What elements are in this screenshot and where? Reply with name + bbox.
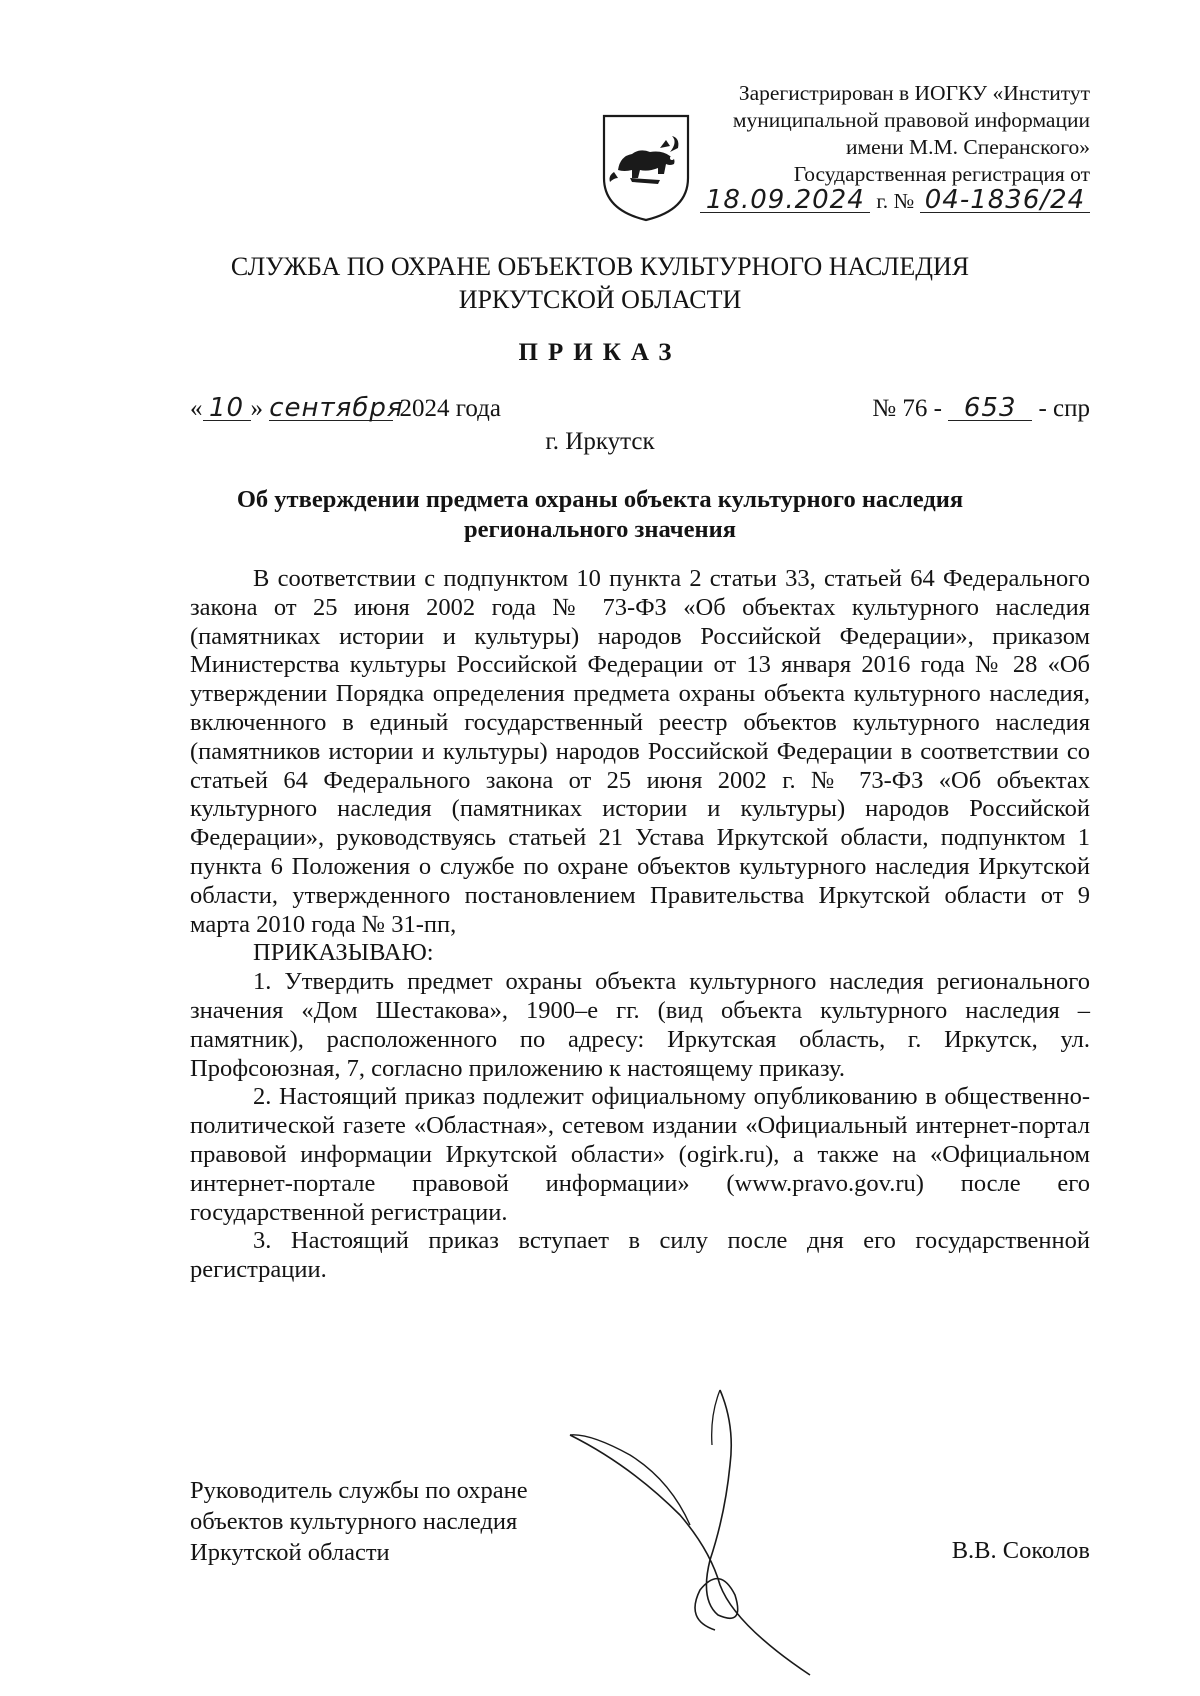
command-line: ПРИКАЗЫВАЮ: [253, 939, 434, 967]
registration-date: 18.09.2024 [700, 188, 870, 213]
date-quote-open: « [190, 395, 203, 422]
order-number-label: № 76 - [872, 395, 942, 422]
agency-line-1: СЛУЖБА ПО ОХРАНЕ ОБЪЕКТОВ КУЛЬТУРНОГО НАСЛЕДИЯ [230, 252, 970, 281]
agency-line-2: ИРКУТСКОЙ ОБЛАСТИ [458, 285, 742, 314]
registration-line-1: Зарегистрирован в ИОГКУ «Институт [738, 81, 1090, 105]
registration-number: 04-1836/24 [920, 188, 1090, 213]
title-line-1: Об утверждении предмета охраны объекта культурного наследия [236, 486, 964, 513]
date-quote-close: » [250, 395, 263, 422]
position-line-1: Руководитель службы по охране [190, 1477, 528, 1504]
handwritten-signature [560, 1385, 880, 1685]
registration-number-prefix: г. № [876, 189, 914, 213]
registration-date-row [670, 185, 1090, 215]
registration-stamp [670, 80, 1090, 215]
item-2-paragraph: 2. Настоящий приказ подлежит официальному опубликованию в общественно-политической газете «Областная», сетевом издании «Официальный интернет-портал правовой информации Иркутской области» (ogirk.ru), а также на «Официальном интернет-портале правовой информации» (www.pravo.gov.ru) после его государственной регистрации. [190, 1083, 1090, 1226]
order-number [872, 395, 1090, 423]
signatory-position [190, 1475, 528, 1568]
order-year: 2024 года [399, 395, 501, 422]
registration-line-4: Государственная регистрация от [793, 162, 1090, 186]
agency-name [0, 250, 1200, 316]
position-line-3: Иркутской области [190, 1539, 390, 1566]
order-date [190, 395, 501, 423]
item-3-paragraph: 3. Настоящий приказ вступает в силу после дня его государственной регистрации. [190, 1227, 1090, 1284]
order-title [0, 485, 1200, 545]
registration-line-3: имени М.М. Сперанского» [845, 135, 1090, 159]
order-day: 10 [203, 396, 251, 421]
order-date-number-line [190, 395, 1090, 423]
order-number-value: 653 [948, 396, 1032, 421]
order-number-suffix: - спр [1038, 395, 1090, 422]
registration-line-2: муниципальной правовой информации [732, 108, 1090, 132]
signatory-name: В.В. Соколов [951, 1537, 1090, 1564]
preamble-paragraph: В соответствии с подпунктом 10 пункта 2 статьи 33, статьей 64 Федерального закона от 25 июня 2002 года № 73-ФЗ «Об объектах культурного наследия (памятниках истории и культуры) народов Российской Федерации», приказом Министерства культуры Российской Федерации от 13 января 2016 года № 28 «Об утверждении Порядка определения предмета охраны объекта культурного наследия, включенного в единый государственный реестр объектов культурного наследия (памятников истории и культуры) народов Российской Федерации в соответствии со статьей 64 Федерального закона от 25 июня 2002 г. № 73-ФЗ «Об объектах культурного наследия (памятниках истории и культуры) народов Российской Федерации», руководствуясь статьей 21 Устава Иркутской области, подпунктом 1 пункта 6 Положения о службе по охране объектов культурного наследия Иркутской области, утвержденного постановлением Правительства Иркутской области от 9 марта 2010 года № 31-пп, [190, 565, 1090, 938]
document-type: ПРИКАЗ [518, 339, 682, 366]
order-city: г. Иркутск [545, 428, 655, 455]
order-body [190, 565, 1090, 1285]
position-line-2: объектов культурного наследия [190, 1508, 518, 1535]
order-month: сентября [269, 393, 404, 423]
item-1-paragraph: 1. Утвердить предмет охраны объекта культурного наследия регионального значения «Дом Шестакова», 1900–е гг. (вид объекта культурного наследия – памятник), расположенного по адресу: Иркутская область, г. Иркутск, ул. Профсоюзная, 7, согласно приложению к настоящему приказу. [190, 968, 1090, 1082]
title-line-2: регионального значения [464, 516, 736, 543]
